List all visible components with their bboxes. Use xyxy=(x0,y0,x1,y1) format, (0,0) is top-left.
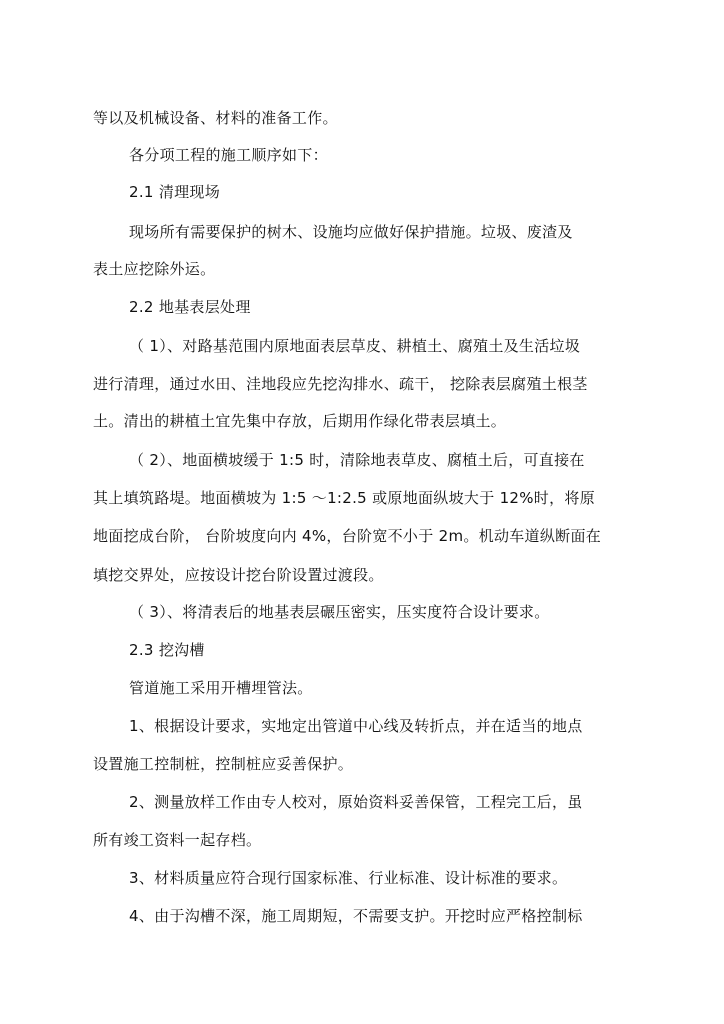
text-line-step-2: 2、测量放样工作由专人校对，原始资料妥善保管，工程完工后，虽 xyxy=(129,793,583,811)
text-line-continuation: 等以及机械设备、材料的准备工作。 xyxy=(93,109,338,127)
text-line-item-2: （ 2）、地面横坡缓于 1:5 时，清除地表草皮、腐植土后，可直接在 xyxy=(129,451,585,469)
section-heading-2-2: 2.2 地基表层处理 xyxy=(129,298,251,316)
section-heading-2-3: 2.3 挖沟槽 xyxy=(129,641,205,659)
text-line-trench-method: 管道施工采用开槽埋管法。 xyxy=(129,679,313,697)
text-line-item-1: （ 1）、对路基范围内原地面表层草皮、耕植土、腐殖土及生活垃圾 xyxy=(129,337,581,355)
text-line-item-2-cont-c: 填挖交界处，应按设计挖台阶设置过渡段。 xyxy=(93,566,384,584)
section-heading-2-1: 2.1 清理现场 xyxy=(129,183,221,201)
text-line-step-1-cont: 设置施工控制桩，控制桩应妥善保护。 xyxy=(93,755,354,773)
text-line-item-2-cont-b: 地面挖成台阶， 台阶坡度向内 4%，台阶宽不小于 2m。机动车道纵断面在 xyxy=(93,527,602,545)
text-line-item-1-cont-a: 进行清理，通过水田、洼地段应先挖沟排水、疏干， 挖除表层腐殖土根茎 xyxy=(93,375,588,393)
text-line-step-3: 3、材料质量应符合现行国家标准、行业标准、设计标准的要求。 xyxy=(129,869,568,887)
text-line-step-2-cont: 所有竣工资料一起存档。 xyxy=(93,831,262,849)
text-line-step-1: 1、根据设计要求，实地定出管道中心线及转折点，并在适当的地点 xyxy=(129,717,583,735)
text-line-item-3: （ 3）、将清表后的地基表层碾压密实，压实度符合设计要求。 xyxy=(129,603,550,621)
text-line-item-1-cont-b: 土。清出的耕植土宜先集中存放，后期用作绿化带表层填土。 xyxy=(93,412,507,430)
text-line-step-4: 4、由于沟槽不深，施工周期短，不需要支护。开挖时应严格控制标 xyxy=(129,907,583,925)
text-line-item-2-cont-a: 其上填筑路堤。地面横坡为 1:5 ～1:2.5 或原地面纵坡大于 12%时，将原 xyxy=(93,489,596,507)
text-line-intro: 各分项工程的施工顺序如下： xyxy=(129,146,328,164)
text-line-clearing-cont: 表土应挖除外运。 xyxy=(93,260,216,278)
text-line-clearing: 现场所有需要保护的树木、设施均应做好保护措施。垃圾、废渣及 xyxy=(129,223,573,241)
